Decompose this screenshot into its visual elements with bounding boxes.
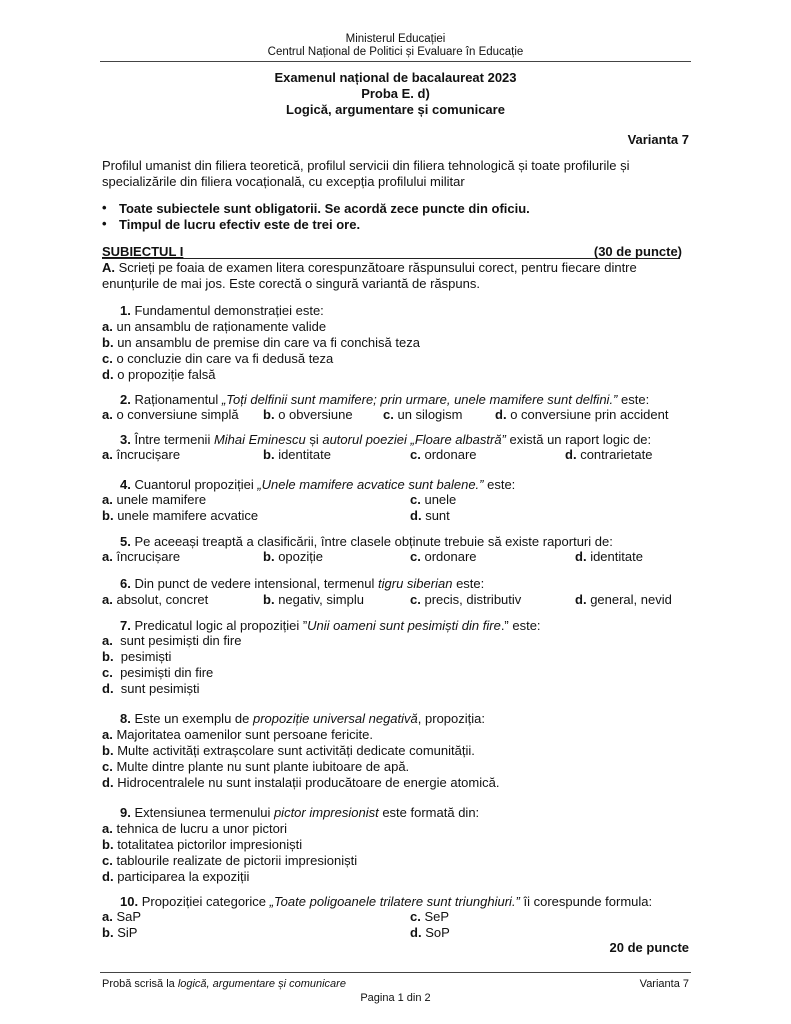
q10-option-b: b. SiP bbox=[102, 925, 138, 940]
q3-option-c: c. ordonare bbox=[410, 447, 477, 462]
exam-proba: Proba E. d) bbox=[361, 86, 430, 101]
subject-points: (30 de puncte) bbox=[593, 244, 682, 259]
footer-exam-name: Probă scrisă la logică, argumentare și comunicare bbox=[102, 978, 346, 990]
q2-option-a: a. o conversiune simplă bbox=[102, 407, 239, 422]
q9-option-c: c. tablourile realizate de pictorii impresioniști bbox=[102, 853, 358, 868]
q6-option-d: d. general, nevid bbox=[575, 592, 672, 607]
variant-label: Varianta 7 bbox=[627, 132, 689, 147]
q4-option-b: b. unele mamifere acvatice bbox=[102, 508, 259, 523]
q3-option-d: d. contrarietate bbox=[565, 447, 653, 462]
q2-option-c: c. un silogism bbox=[383, 407, 463, 422]
q5-option-b: b. opoziție bbox=[263, 549, 323, 564]
q1-option-b: b. un ansamblu de premise din care va fi conchisă teza bbox=[102, 335, 420, 350]
q3-option-b: b. identitate bbox=[263, 447, 331, 462]
bullet-icon: • bbox=[102, 216, 107, 231]
q8-option-c: c. Multe dintre plante nu sunt plante iubitoare de apă. bbox=[102, 759, 410, 774]
profile-line-2: specializările din filiera vocațională, cu excepția profilului militar bbox=[102, 174, 465, 189]
footer-divider bbox=[100, 972, 691, 973]
q8-option-d: d. Hidrocentralele nu sunt instalații producătoare de energie atomică. bbox=[102, 775, 500, 790]
subject-label: SUBIECTUL I bbox=[102, 244, 184, 259]
bullet-icon: • bbox=[102, 200, 107, 215]
question-7: 7. Predicatul logic al propoziției ”Unii oameni sunt pesimiști din fire.” este: bbox=[120, 618, 541, 633]
q2-option-d: d. o conversiune prin accident bbox=[495, 407, 669, 422]
q7-option-b: b. pesimiști bbox=[102, 649, 172, 664]
question-1: 1. Fundamentul demonstrației este: bbox=[120, 303, 324, 318]
question-4: 4. Cuantorul propoziției „Unele mamifere acvatice sunt balene.” este: bbox=[120, 477, 516, 492]
q5-option-d: d. identitate bbox=[575, 549, 643, 564]
q1-option-d: d. o propoziție falsă bbox=[102, 367, 216, 382]
q6-option-b: b. negativ, simplu bbox=[263, 592, 364, 607]
question-3: 3. Între termenii Mihai Eminescu și autorul poeziei „Floare albastră” există un raport logic de: bbox=[120, 432, 652, 447]
q4-option-c: c. unele bbox=[410, 492, 457, 507]
question-2: 2. Raționamentul „Toți delfinii sunt mamifere; prin urmare, unele mamifere sunt delfini.” este: bbox=[120, 392, 650, 407]
header-ministry: Ministerul Educației bbox=[345, 33, 446, 45]
instructions-line-2: enunțurile de mai jos. Este corectă o singură variantă de răspuns. bbox=[102, 276, 480, 291]
q9-option-b: b. totalitatea pictorilor impresioniști bbox=[102, 837, 303, 852]
question-5: 5. Pe aceeași treaptă a clasificării, între clasele obținute trebuie să existe raporturi de: bbox=[120, 534, 613, 549]
profile-line-1: Profilul umanist din filiera teoretică, profilul servicii din filiera tehnologică și toate profilurile și bbox=[102, 158, 630, 173]
header-divider bbox=[100, 61, 691, 62]
exam-subject: Logică, argumentare și comunicare bbox=[286, 102, 505, 117]
q10-option-c: c. SeP bbox=[410, 909, 450, 924]
question-8: 8. Este un exemplu de propoziție universal negativă, propoziția: bbox=[120, 711, 485, 726]
q8-option-b: b. Multe activități extrașcolare sunt activități dedicate comunității. bbox=[102, 743, 475, 758]
total-points: 20 de puncte bbox=[609, 940, 689, 955]
q5-option-a: a. încrucișare bbox=[102, 549, 181, 564]
q6-option-c: c. precis, distributiv bbox=[410, 592, 522, 607]
q10-option-a: a. SaP bbox=[102, 909, 142, 924]
question-9: 9. Extensiunea termenului pictor impresionist este formată din: bbox=[120, 805, 480, 820]
q8-option-a: a. Majoritatea oamenilor sunt persoane fericite. bbox=[102, 727, 373, 742]
q4-option-a: a. unele mamifere bbox=[102, 492, 207, 507]
header-center: Centrul Național de Politici și Evaluare în Educație bbox=[267, 46, 524, 58]
q1-option-a: a. un ansamblu de raționamente valide bbox=[102, 319, 327, 334]
q7-option-d: d. sunt pesimiști bbox=[102, 681, 200, 696]
q4-option-d: d. sunt bbox=[410, 508, 450, 523]
q10-option-d: d. SoP bbox=[410, 925, 450, 940]
q9-option-d: d. participarea la expoziții bbox=[102, 869, 250, 884]
exam-title: Examenul național de bacalaureat 2023 bbox=[274, 70, 517, 85]
q7-option-c: c. pesimiști din fire bbox=[102, 665, 214, 680]
q6-option-a: a. absolut, concret bbox=[102, 592, 209, 607]
footer-variant: Varianta 7 bbox=[639, 978, 689, 990]
question-10: 10. Propoziției categorice „Toate poligoanele trilatere sunt triunghiuri.” îi corespunde formula: bbox=[120, 894, 653, 909]
rule-1: Toate subiectele sunt obligatorii. Se acordă zece puncte din oficiu. bbox=[119, 201, 530, 216]
instructions-line-1: A. Scrieți pe foaia de examen litera corespunzătoare răspunsului corect, pentru fiecare dintre bbox=[102, 260, 637, 275]
q9-option-a: a. tehnica de lucru a unor pictori bbox=[102, 821, 288, 836]
q3-option-a: a. încrucișare bbox=[102, 447, 181, 462]
q2-option-b: b. o obversiune bbox=[263, 407, 353, 422]
q5-option-c: c. ordonare bbox=[410, 549, 477, 564]
question-6: 6. Din punct de vedere intensional, termenul tigru siberian este: bbox=[120, 576, 485, 591]
q1-option-c: c. o concluzie din care va fi dedusă teza bbox=[102, 351, 334, 366]
q7-option-a: a. sunt pesimiști din fire bbox=[102, 633, 242, 648]
page-number: Pagina 1 din 2 bbox=[360, 992, 431, 1004]
rule-2: Timpul de lucru efectiv este de trei ore. bbox=[119, 217, 361, 232]
